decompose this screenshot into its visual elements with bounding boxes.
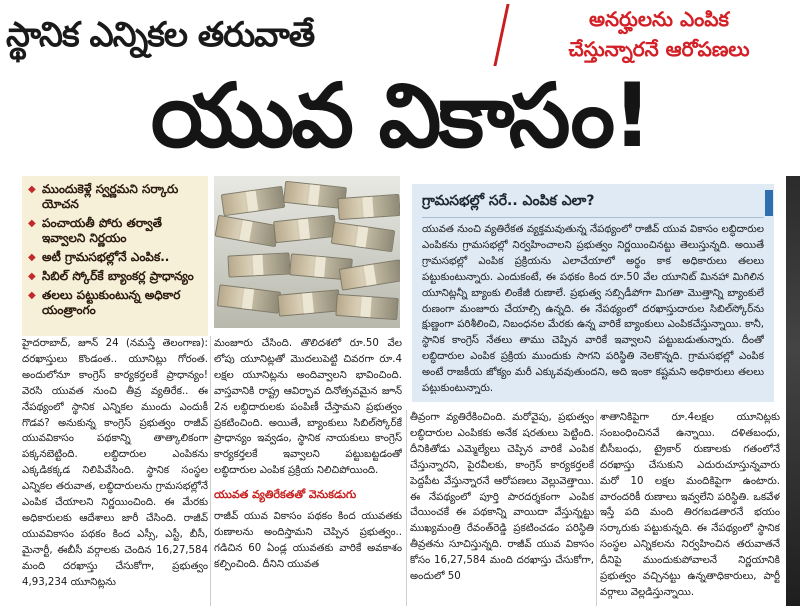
column-divider — [406, 410, 407, 606]
main-headline: యువ వికాసం! — [150, 68, 650, 164]
allegation-line-2: చేస్తున్నారనే ఆరోపణలు — [568, 37, 750, 61]
column-2-text-b: రాజీవ్ యువ వికాసం పథకం కింద యువతకు రుణాలను అందిస్తామని చెప్పిన ప్రభుత్వం.. గడిచిన 60 ఏండ్ల యువతకు వారికే అవకాశం కల్పించింది. దీనిని యువత — [214, 511, 402, 570]
column-divider — [210, 336, 211, 606]
article-column-4: శాతానికిపైగా రూ.4లక్షల యూనిట్లకు సంబంధించినవే ఉన్నాయి. దళితబంధు, బీసీబంధు, ట్రైకార్ రుణాలకు గతంలోనే దరఖాస్తు చేసుకుని ఎదురుచూస్తున్నవారు మరో 10 లక్షల మందికిపైగా ఉంటారు. వారందరికీ రుణాలు ఇవ్వలేని పరిస్థితి. ఒకవేళ ఇస్తే పది మంది తిరగబడతారనే భయం సర్కారుకు పట్టుకున్నది. ఈ నేపథ్యంలో స్థానిక సంస్థల ఎన్నికలను నిర్వహించిన తరువాతనే దీనిపై ముందుకుపోవాలనే నిర్ణయానికి ప్రభుత్వం వచ్చినట్టు ఉన్నతాధికారులు, పార్టీ వర్గాలు వెల్లడిస్తున్నాయి. — [600, 412, 780, 598]
article-column-3: తీవ్రంగా వ్యతిరేకించింది. మరోవైపు, ప్రభుత్వం లబ్ధిదారుల ఎంపికకు అనేక షరతులు పెట్టింది. దీనికితోడు ఎమ్మెల్యేలు చెప్పిన వారికే ఎంపిక చేస్తున్నారని, పైరవీలకు, కాంగ్రెస్ కార్యకర్తలకే పెద్దపీట వేస్తున్నారనే ఆరోపణలు వెల్లువెత్తాయి. ఈ నేపథ్యంలో పూర్తి పారదర్శకంగా ఎంపిక చేయించకే ఈ పథకాన్ని వాయిదా వేస్తున్నట్టు ముఖ్యమంత్రి రేవంత్‌రెడ్డి ప్రకటించడం పరిస్థితి తీవ్రతను సూచిస్తున్నది. రాజీవ్ యువ వికాసం కోసం 16,27,584 మంది దరఖాస్తు చేసుకోగా, అందులో 50 — [410, 412, 594, 583]
sidebar-box — [412, 184, 774, 402]
cash-bundle — [217, 284, 281, 313]
bullet-item: ◆ సిబిల్ స్కోర్‌కే బ్యాంకర్ల ప్రాధాన్యం — [28, 269, 202, 284]
kicker-headline: స్థానిక ఎన్నికల తరువాతే — [6, 15, 315, 55]
allegation-line-1: అనర్హులను ఎంపిక — [589, 7, 729, 31]
bullet-item: ◆ అటీ గ్రామసభల్లోనే ఎంపిక.. — [28, 250, 202, 265]
bullet-item: ◆ ముందుకెళ్లే స్వర్ణమని సర్కారు యోచన — [28, 182, 202, 212]
bullet-item: ◆ తలలు పట్టుకుంటున్న అధికార యంత్రాంగం — [28, 288, 202, 318]
cash-bundle — [227, 252, 290, 277]
box-accent-marker — [765, 190, 773, 216]
allegation-strap — [526, 4, 792, 68]
column-2-text-a: మంజూరు చేసింది. తొలిదశలో రూ.50 వేల లోపు యూనిట్లతో మొదలుపెట్టి చివరగా రూ.4 లక్షల యూనిట్లను అందివ్వాలని భావించింది. వాస్తవానికి రాష్ట్ర ఆవిర్భావ దినోత్సవమైన జూన్ 2న లబ్ధిదారులకు పంపిణీ చేస్తామని ప్రభుత్వం ప్రకటించింది. అయితే, బ్యాంకులు సిబిల్‌స్కోర్‌కే ప్రాధాన్యం ఇవ్వడం, స్థానిక నాయకులు కాంగ్రెస్ కార్యకర్తలకే ఇవ్వాలని పట్టుబట్టడంతో లబ్ధిదారుల ఎంపిక ప్రక్రియ నిలిచిపోయింది. — [214, 338, 402, 477]
cash-bundle — [337, 194, 400, 220]
highlight-bullets — [22, 176, 208, 336]
column-divider — [596, 410, 597, 606]
sidebar-box-title: గ్రామసభల్లో సరే.. ఎంపిక ఎలా? — [422, 184, 764, 218]
article-column-2 — [214, 336, 402, 606]
bullet-item: ◆ పంచాయతీ పోరు తర్వాతే ఇవ్వాలని నిర్ణయం — [28, 216, 202, 246]
cash-bundles-photo — [214, 176, 400, 328]
cash-bundle — [335, 294, 398, 320]
adjacent-page-edge — [786, 176, 800, 606]
sidebar-box-text: యువత నుంచి వ్యతిరేకత వ్యక్తమవుతున్న నేపథ్యంలో రాజీవ్ యువ వికాసం లబ్ధిదారుల ఎంపికను గ్రామసభల్లో నిర్వహించాలని ప్రభుత్వం నిర్ణయించినట్టు తెలుస్తున్నది. అయితే గ్రామసభల్లో ఎంపిక ప్రక్రియను ఎలాచేయాలో అర్థం కాక అధికారులు తలలు పట్టుకుంటున్నారు. ఎందుకంటే, ఈ పథకం కింద రూ.50 వేల యూనిట్ మినహా మిగిలిన యూనిట్లన్నీ బ్యాంకు లింకేజీ రుణాలే. ప్రభుత్వ సబ్సిడీపోగా మిగతా మొత్తాన్ని బ్యాంకులే రుణంగా మంజూరు చేయాల్సి ఉన్నది. ఈ నేపథ్యంలో దరఖాస్తుదారుల సిబిల్‌స్కోర్‌ను క్షుణ్ణంగా పరిశీలించి, నిబంధనల మేరకు ఉన్న వారికే బ్యాంకులు ఎంపికచేస్తున్నాయి. కానీ, స్థానిక కాంగ్రెస్ నేతలు తాము చెప్పిన వారికే ఇవ్వాలని పట్టుబడుతున్నారు. దీంతో లబ్ధిదారుల ఎంపిక ప్రక్రియ ముందుకు సాగని పరిస్థితి నెలకొన్నది. గ్రామసభల్లో ఎంపిక అంటే రాజకీయ జోక్యం మరీ ఎక్కువవుతుందని, అది ఇంకా కష్టమని అధికారులు తలలు పట్టుకుంటున్నారు. — [422, 224, 764, 394]
cash-bundle — [215, 215, 280, 247]
cash-bundle — [221, 186, 285, 216]
cash-bundle — [273, 215, 337, 243]
section-subhead: యువత వ్యతిరేకతతో వెనుకడుగు — [214, 488, 357, 502]
article-column-1: హైదరాబాద్, జూన్ 24 (నమస్తే తెలంగాణ): దరఖాస్తులు కొండంత.. యూనిట్లు గోరంత. అందులోనూ కాంగ్రెస్ కార్యకర్తలకే ప్రాధాన్యం! వెరసి యువత నుంచి తీవ్ర వ్యతిరేక.. ఈ నేపథ్యంలో స్థానిక ఎన్నికల ముందు ఎందుకీ గొడవ? అనుకున్న కాంగ్రెస్ ప్రభుత్వం రాజీవ్ యువవికాసం పథకాన్ని తాత్కాలికంగా పక్కనబెట్టింది. లబ్ధిదారుల ఎంపికను ఎక్కడికక్కడ నిలిపివేసింది. స్థానిక సంస్థల ఎన్నికల తరువాత, లబ్ధిదారులను గ్రామసభల్లోనే ఎంపిక చేయాలని నిర్ణయించింది. ఈ మేరకు అధికారులకు ఆదేశాలు జారీ చేసింది. రాజీవ్ యువవికాసం పథకం కింద ఎస్సీ, ఎస్టీ, బీసీ, మైనార్టీ, ఈబీసీ వర్గాలకు చెందిన 16,27,584 మంది దరఖాస్తు చేసుకోగా, ప్రభుత్వం 4,93,234 యూనిట్లను — [22, 338, 208, 588]
cash-bundle — [277, 289, 341, 316]
cash-bundle — [331, 222, 395, 252]
